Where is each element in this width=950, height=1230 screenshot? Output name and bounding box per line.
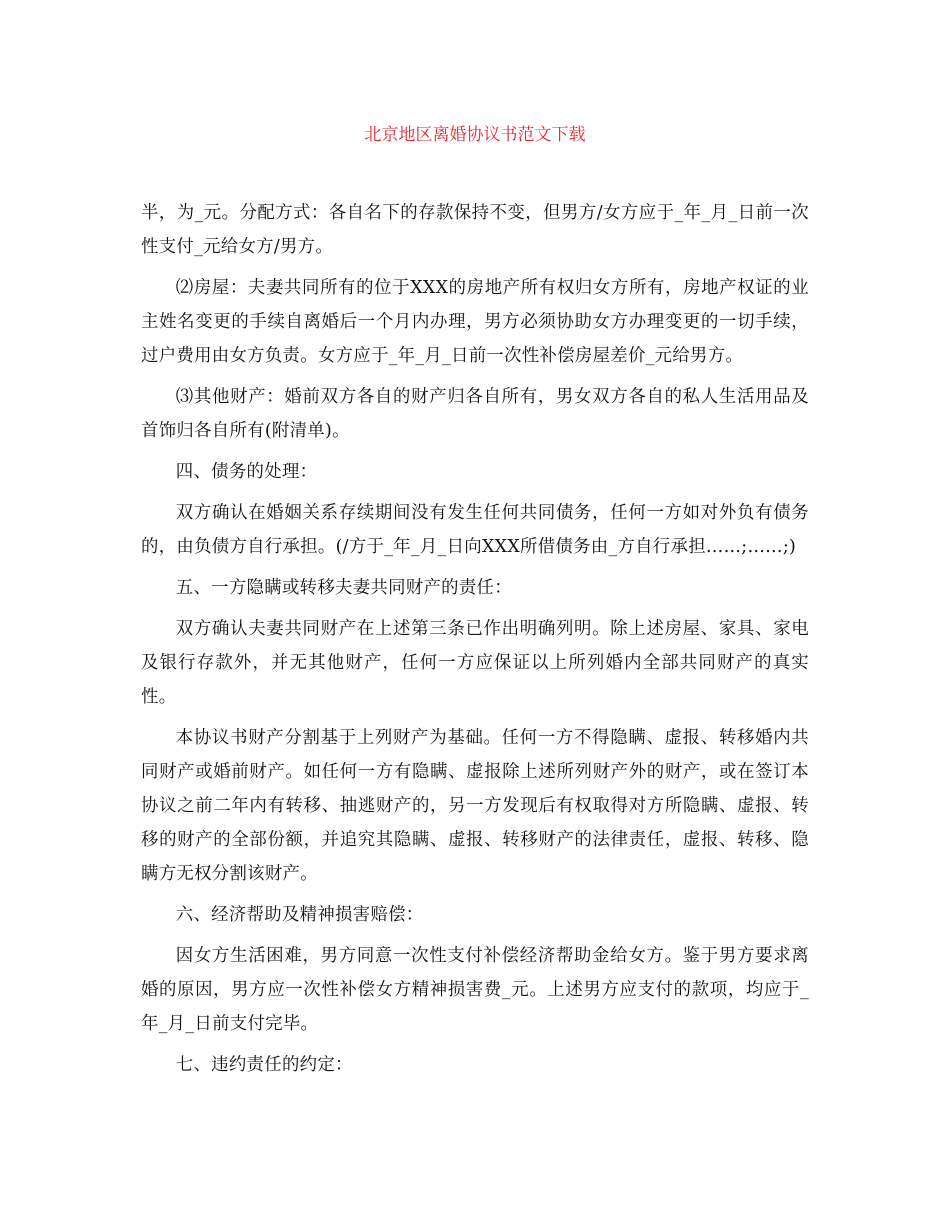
paragraph-deposit-distribution: 半，为_元。分配方式：各自名下的存款保持不变，但男方/女方应于_年_月_日前一次性支付_元给女方/男方。 <box>141 203 809 257</box>
section-heading-debt: 四、债务的处理： <box>175 462 318 482</box>
section-heading-compensation: 六、经济帮助及精神损害赔偿： <box>175 905 424 925</box>
paragraph-confirmation: 双方确认夫妻共同财产在上述第三条已作出明确列明。除上述房屋、家具、家电及银行存款外，并无其他财产，任何一方应保证以上所列婚内全部共同财产的真实性。 <box>141 619 809 707</box>
section-heading-concealment: 五、一方隐瞒或转移夫妻共同财产的责任： <box>175 578 512 598</box>
document-body <box>141 196 809 1089</box>
section-heading-breach: 七、违约责任的约定： <box>175 1055 353 1075</box>
paragraph-compensation: 因女方生活困难，男方同意一次性支付补偿经济帮助金给女方。鉴于男方要求离婚的原因，男方应一次性补偿女方精神损害费_元。上述男方应支付的款项，均应于_年_月_日前支付完毕。 <box>141 946 809 1034</box>
paragraph-debt: 双方确认在婚姻关系存续期间没有发生任何共同债务，任何一方如对外负有债务的，由负债方自行承担。(/方于_年_月_日向XXX所借债务由_方自行承担……;……;) <box>141 503 809 557</box>
paragraph-concealment: 本协议书财产分割基于上列财产为基础。任何一方不得隐瞒、虚报、转移婚内共同财产或婚前财产。如任何一方有隐瞒、虚报除上述所列财产外的财产，或在签订本协议之前二年内有转移、抽逃财产的，另一方发现后有权取得对方所隐瞒、虚报、转移的财产的全部份额，并追究其隐瞒、虚报、转移财产的法律责任，虚报、转移、隐瞒方无权分割该财产。 <box>141 728 809 884</box>
document-title: 北京地区离婚协议书范文下载 <box>364 125 586 145</box>
paragraph-house: ⑵房屋：夫妻共同所有的位于XXX的房地产所有权归女方所有，房地产权证的业主姓名变更的手续自离婚后一个月内办理，男方必须协助女方办理变更的一切手续，过户费用由女方负责。女方应于_年_月_日前一次性补偿房屋差价_元给男方。 <box>141 278 809 366</box>
paragraph-other-property: ⑶其他财产：婚前双方各自的财产归各自所有，男女双方各自的私人生活用品及首饰归各自所有(附清单)。 <box>141 387 809 441</box>
